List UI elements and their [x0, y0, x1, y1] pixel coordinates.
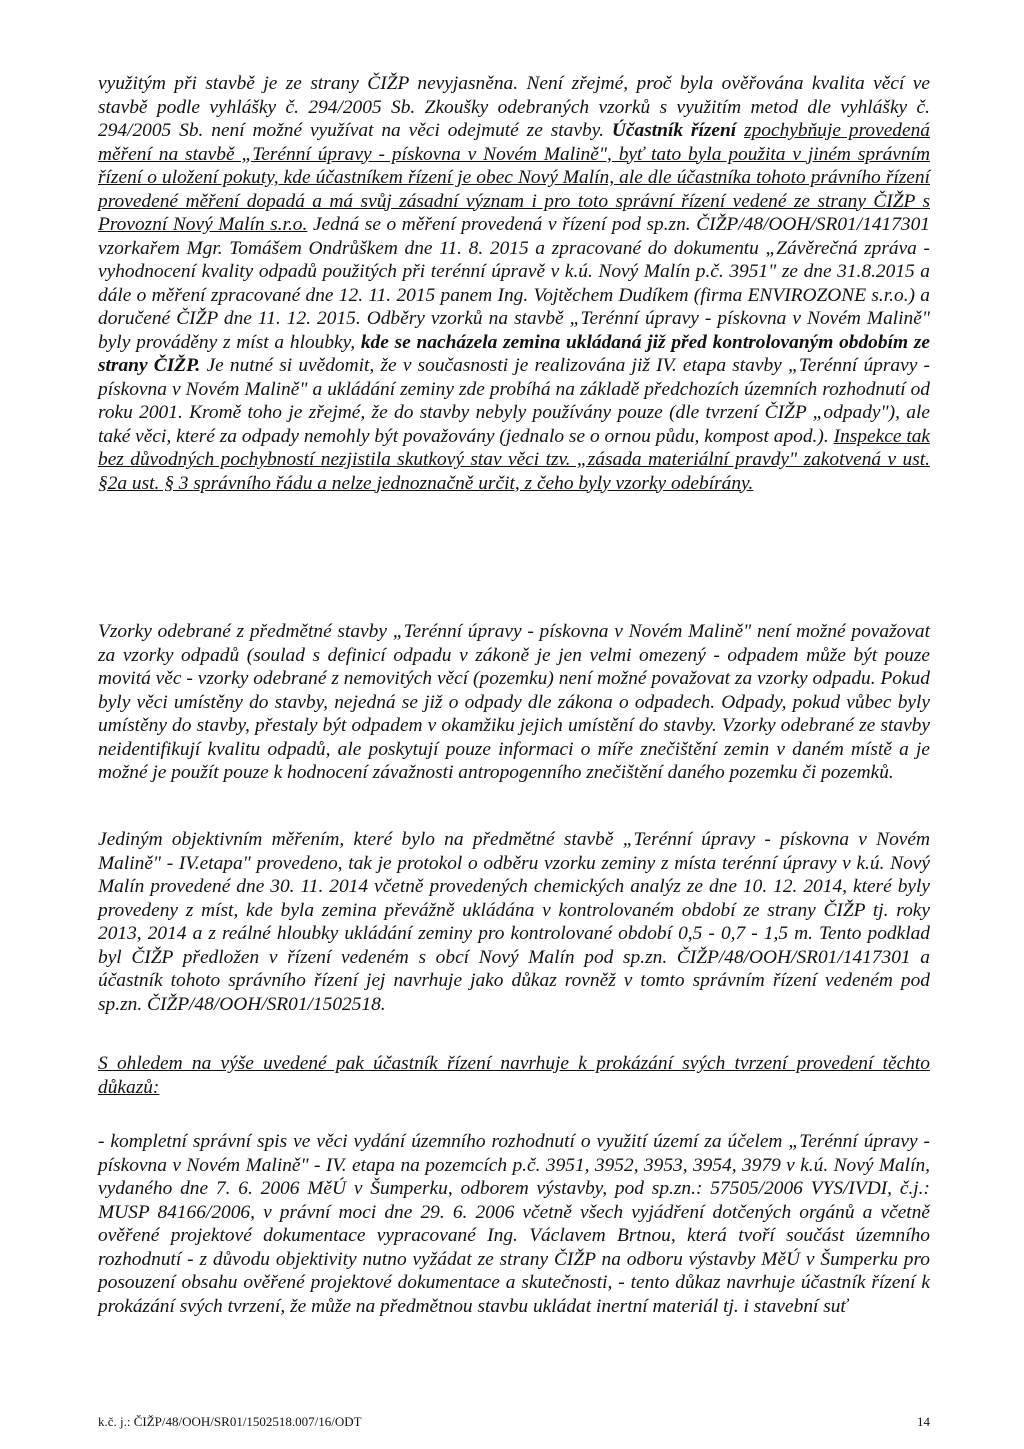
page-number: 14: [917, 1414, 930, 1429]
paragraph-5-list-item: - kompletní správní spis ve věci vydání územního rozhodnutí o využití území za účelem „Terénní úpravy - pískovna v Novém Malině" - IV. etapa na pozemcích p.č. 3951, 3952, 3953, 3954, 3979 v k.ú. Nový Malín, vydaného dne 7. 6. 2006 MěÚ v Šumperku, odborem výstavby, pod sp.zn.: 57505/2006 VYS/IVDI, č.j.: MUSP 84166/2006, v právní moci dne 29. 6. 2006 včetně všech vyjádření dotčených orgánů a včetně ověřené projektové dokumentace vypracované Ing. Václavem Brtnou, která tvoří součást územního rozhodnutí - z důvodu objektivity nutno vyžádat ze strany ČIŽP na odboru výstavby MěÚ v Šumperku pro posouzení obsahu ověřené projektové dokumentace a skutečnosti, - tento důkaz navrhuje účastník řízení k prokázání svých tvrzení, že může na předmětnou stavbu ukládat inertní materiál tj. i stavební suť: [98, 1131, 930, 1317]
paragraph-1-measurements: Jedná se o měření provedená v řízení pod sp.zn. ČIŽP/48/OOH/SR01/1417301 vzorkařem Mgr. Tomášem Ondrůškem dne 11. 8. 2015 a zpracované do dokumentu „Závěrečná zpráva - vyhodnocení kvality odpadů použitých při terénní úpravě v k.ú. Nový Malín p.č. 3951" ze dne 31.8.2015 a dále o měření zpracované dne 12. 11. 2015 panem Ing. Vojtěchem Dudíkem (firma ENVIROZONE s.r.o.) a doručené ČIŽP dne 11. 12. 2015.: [98, 214, 930, 329]
paragraph-1-lead: Účastník řízení: [611, 120, 737, 141]
footer-reference: k.č. j.: ČIŽP/48/OOH/SR01/1502518.007/16/ODT: [98, 1414, 362, 1429]
paragraph-4-heading: S ohledem na výše uvedené pak účastník řízení navrhuje k prokázání svých tvrzení provedení těchto důkazů:: [98, 1053, 930, 1098]
paragraph-1-bold: kde se nacházela zemina ukládaná již před kontrolovaným obdobím ze strany ČIŽP.: [98, 331, 930, 376]
paragraph-1-stage: Je nutné si uvědomit, že v současnosti je realizována již IV. etapa stavby „Terénní úpravy - pískovna v Novém Malině" a ukládání zeminy zde probíhá na základě předchozích územních rozhodnutí od roku 2001. Kromě toho je zřejmé, že do stavby nebyly používány pouze (dle tvrzení ČIŽP „odpady"), ale také věci, které za odpady nemohly být považovány (jednalo se o ornou půdu, kompost apod.).: [98, 355, 930, 447]
paragraph-1: [98, 72, 930, 495]
paragraph-1-underlined-1: zpochybňuje provedená měření na stavbě „Terénní úpravy - pískovna v Novém Malině", byť tato byla použita v jiném správním řízení o uložení pokuty, kde účastníkem řízení je obec Nový Malín, ale dle účastníka tohoto právního řízení provedené měření dopadá a má svůj zásadní význam i pro toto správní řízení vedené ze strany ČIŽP s Provozní Nový Malín s.r.o.: [98, 120, 930, 235]
paragraph-1-intro: využitým při stavbě je ze strany ČIŽP nevyjasněna. Není zřejmé, proč byla ověřována kvalita věcí ve stavbě podle vyhlášky č. 294/2005 Sb. Zkoušky odebraných vzorků s využitím metod dle vyhlášky č. 294/2005 Sb. není možné využívat na věci odejmuté ze stavby.: [98, 73, 930, 141]
page-footer: [98, 1410, 930, 1434]
paragraph-2: Vzorky odebrané z předmětné stavby „Terénní úpravy - pískovna v Novém Malině" není možné považovat za vzorky odpadů (soulad s definicí odpadu v zákoně je jen velmi omezený - odpadem může být pouze movitá věc - vzorky odebrané z nemovitých věcí (pozemku) není možné považovat za vzorky odpadu. Pokud byly věci umístěny do stavby, nejedná se již o odpady dle zákona o odpadech. Odpady, pokud vůbec byly umístěny do stavby, přestaly být odpadem v okamžiku jejich umístění do stavby. Vzorky odebrané ze stavby neidentifikují kvalitu odpadů, ale poskytují pouze informaci o míře znečištění zemin v daném místě a je možné je použít pouze k hodnocení závažnosti antropogenního znečištění daného pozemku či pozemků.: [98, 621, 930, 783]
paragraph-3: Jediným objektivním měřením, které bylo na předmětné stavbě „Terénní úpravy - pískovna v Novém Malině" - IV.etapa" provedeno, tak je protokol o odběru vzorku zeminy z místa terénní úpravy v k.ú. Nový Malín provedené dne 30. 11. 2014 včetně provedených chemických analýz ze dne 10. 12. 2014, které byly provedeny z míst, kde byla zemina převážně ukládána v kontrolovaném období ze strany ČIŽP tj. roky 2013, 2014 a z reálné hloubky ukládání zeminy pro kontrolované období 0,5 - 0,7 - 1,5 m. Tento podklad byl ČIŽP předložen v řízení vedeném s obcí Nový Malín pod sp.zn. ČIŽP/48/OOH/SR01/1417301 a účastník tohoto správního řízení jej navrhuje jako důkaz rovněž v tomto správním řízení vedeném pod sp.zn. ČIŽP/48/OOH/SR01/1502518.: [98, 829, 930, 1015]
paragraph-1-samples: Odběry vzorků na stavbě „Terénní úpravy - pískovna v Novém Malině" byly prováděny z míst a hloubky,: [98, 308, 930, 353]
paragraph-1-underlined-2: Inspekce tak bez důvodných pochybností nezjistila skutkový stav věci tzv. „zásada materiální pravdy" zakotvená v ust. §2a ust. § 3 správního řádu a nelze jednoznačně určit, z čeho byly vzorky odebírány.: [98, 425, 931, 494]
